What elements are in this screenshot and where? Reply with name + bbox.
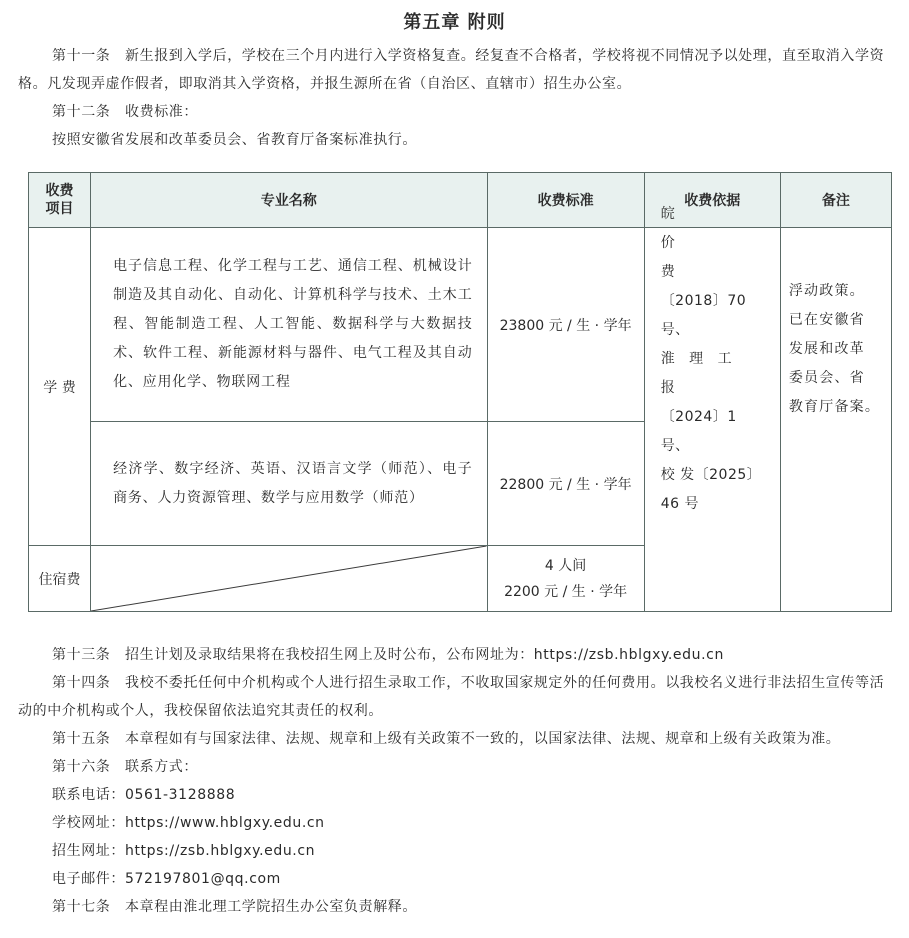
dorm-label: 住宿费 [29, 546, 91, 612]
article-11: 第十一条 新生报到入学后，学校在三个月内进行入学资格复查。经复查不合格者，学校将视不同情况予以处理，直至取消入学资格。凡发现弄虚作假者，即取消其入学资格，并报生源所在省（自治区、直辖市）招生办公室。 [18, 48, 885, 92]
contact-phone: 联系电话：0561-3128888 [52, 787, 236, 803]
article-12-text: 按照安徽省发展和改革委员会、省教育厅备案标准执行。 [52, 132, 417, 148]
article-14: 第十四条 我校不委托任何中介机构或个人进行招生录取工作，不收取国家规定外的任何费用。以我校名义进行非法招生宣传等活动的中介机构或个人，我校保留依法追究其责任的权利。 [18, 675, 885, 719]
header-item: 收费 项目 [29, 173, 91, 228]
fee-remarks: 浮动政策。 已在安徽省 发展和改革 委员会、省 教育厅备案。 [780, 228, 891, 612]
chapter-title: 第五章 附则 [403, 12, 506, 33]
contact-school-website[interactable]: 学校网址：https://www.hblgxy.edu.cn [52, 815, 325, 831]
article-13: 第十三条 招生计划及录取结果将在我校招生网上及时公布，公布网址为：https://zsb.hblgxy.edu.cn [52, 647, 724, 663]
tuition-label: 学 费 [29, 228, 91, 546]
fee-table [28, 172, 892, 612]
dorm-fee: 4 人间 2200 元 / 生 · 学年 [487, 546, 644, 612]
article-16: 第十六条 联系方式： [52, 759, 198, 775]
article-12-heading: 第十二条 收费标准： [52, 104, 198, 120]
dorm-diagonal-cell [91, 546, 487, 612]
fee-basis: 皖 价 费 〔2018〕70 号、 淮 理 工 报 〔2024〕1 号、 校 发〔2025〕 46 号 [644, 228, 780, 612]
contact-admission-website[interactable]: 招生网址：https://zsb.hblgxy.edu.cn [52, 843, 316, 859]
tuition-majors-group-1: 电子信息工程、化学工程与工艺、通信工程、机械设计制造及其自动化、自动化、计算机科学与技术、土木工程、智能制造工程、人工智能、数据科学与大数据技术、软件工程、新能源材料与器件、电气工程及其自动化、应用化学、物联网工程 [91, 228, 487, 422]
tuition-fee-group-2: 22800 元 / 生 · 学年 [487, 422, 644, 546]
header-remarks: 备注 [780, 173, 891, 228]
articles-after [18, 641, 892, 921]
article-17: 第十七条 本章程由淮北理工学院招生办公室负责解释。 [52, 899, 417, 915]
diagonal-line [91, 546, 486, 611]
article-15: 第十五条 本章程如有与国家法律、法规、规章和上级有关政策不一致的，以国家法律、法规、规章和上级有关政策为准。 [52, 731, 841, 747]
tuition-majors-group-2: 经济学、数字经济、英语、汉语言文学（师范）、电子商务、人力资源管理、数学与应用数学（师范） [91, 422, 487, 546]
tuition-fee-group-1: 23800 元 / 生 · 学年 [487, 228, 644, 422]
contact-email[interactable]: 电子邮件：572197801@qq.com [52, 871, 281, 887]
header-standard: 收费标准 [487, 173, 644, 228]
header-basis: 收费依据 [644, 173, 780, 228]
table-row [29, 228, 892, 422]
header-major: 专业名称 [91, 173, 487, 228]
